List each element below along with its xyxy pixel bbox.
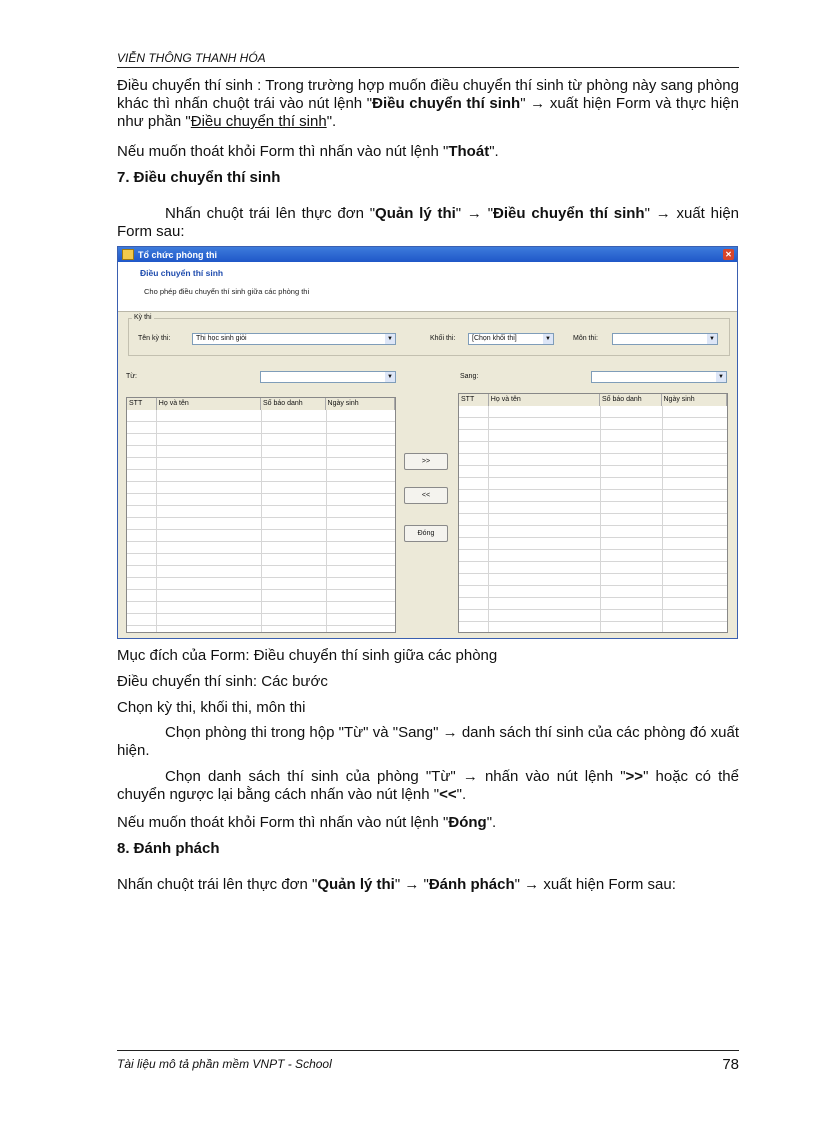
grade-label: Khối thi:	[430, 335, 456, 342]
bold-text: <<	[439, 786, 457, 803]
chevron-down-icon: ▼	[385, 372, 395, 382]
exam-name-label: Tên kỳ thi:	[138, 335, 171, 342]
subject-select[interactable]	[612, 333, 718, 345]
to-label: Sang:	[460, 373, 479, 380]
form-banner	[118, 262, 737, 312]
page-header: VIỄN THÔNG THANH HÓA	[117, 51, 739, 68]
form-title: Tổ chức phòng thi	[138, 249, 218, 260]
bold-text: Quản lý thi	[317, 876, 395, 893]
grade-select[interactable]	[468, 333, 554, 345]
text: " → xuất hiện Form sau:	[117, 205, 739, 240]
banner-subtitle: Cho phép điều chuyển thí sinh giữa các phòng thi	[144, 287, 310, 296]
column-divider	[156, 410, 157, 632]
form-screenshot	[117, 246, 738, 639]
column-divider	[261, 410, 262, 632]
text: ".	[326, 113, 337, 130]
exam-name-value: Thi học sinh giỏi	[196, 335, 247, 342]
text: Nhấn chuột trái lên thực đơn "	[117, 876, 318, 893]
intro-paragraph-2	[117, 143, 739, 161]
chevron-down-icon: ▼	[543, 334, 553, 344]
close-icon[interactable]: ✕	[723, 249, 734, 260]
from-students-table[interactable]	[126, 397, 396, 633]
column-header: Số báo danh	[261, 398, 326, 410]
page-footer	[117, 1050, 739, 1071]
text: " → xuất hiện Form sau:	[514, 876, 676, 893]
column-divider	[662, 406, 663, 632]
exit-instruction	[117, 814, 739, 832]
app-icon	[122, 249, 134, 260]
chevron-down-icon: ▼	[385, 334, 395, 344]
step-1-line: Chọn kỳ thi, khối thi, môn thi	[117, 699, 306, 716]
banner-title: Điều chuyển thí sinh	[140, 268, 224, 278]
chevron-down-icon: ▼	[707, 334, 717, 344]
text: Nếu muốn thoát khỏi Form thì nhấn vào nút lệnh "	[117, 814, 449, 831]
form-purpose-line: Mục đích của Form: Điều chuyển thí sinh giữa các phòng	[117, 647, 498, 664]
table-rows	[459, 406, 727, 632]
to-room-select[interactable]	[591, 371, 727, 383]
footer-text: Tài liệu mô tả phần mềm VNPT - School	[117, 1057, 332, 1071]
to-students-table[interactable]	[458, 393, 728, 633]
text: Chọn danh sách thí sinh của phòng "Từ" → nhấn vào nút lệnh "	[165, 768, 626, 785]
section-link[interactable]: Điều chuyển thí sinh	[190, 113, 327, 130]
form-titlebar	[118, 247, 737, 262]
column-header: Số báo danh	[600, 394, 662, 406]
column-header: STT	[459, 394, 489, 406]
text: ".	[456, 786, 467, 803]
page-number: 78	[722, 1056, 739, 1073]
text: " → xuất hiện Form và thực hiện như phần "	[117, 95, 739, 130]
column-header: Họ và tên	[489, 394, 600, 406]
column-header: Ngày sinh	[326, 398, 395, 410]
bold-text: Điều chuyển thí sinh	[493, 205, 645, 222]
column-divider	[600, 406, 601, 632]
step-3-paragraph	[117, 768, 739, 804]
grade-value: [Chọn khối thi]	[472, 335, 517, 342]
close-button[interactable]: Đóng	[404, 525, 448, 542]
text: ".	[489, 143, 499, 160]
column-header: Họ và tên	[157, 398, 261, 410]
chevron-down-icon: ▼	[716, 372, 726, 382]
exam-name-select[interactable]	[192, 333, 396, 345]
bold-text: Điều chuyển thí sinh	[372, 95, 521, 112]
bold-text: Đánh phách	[428, 876, 515, 893]
column-header: Ngày sinh	[662, 394, 728, 406]
step-2-paragraph: Chọn phòng thi trong hộp "Từ" và "Sang" → danh sách thí sinh của các phòng đó xuất hiện.	[117, 724, 739, 759]
column-header: STT	[127, 398, 157, 410]
table-rows	[127, 410, 395, 632]
section-7-heading: 7. Điều chuyển thí sinh	[117, 169, 281, 186]
column-divider	[488, 406, 489, 632]
section-8-heading: 8. Đánh phách	[117, 840, 220, 857]
subject-label: Môn thi:	[573, 335, 598, 342]
steps-title-line: Điều chuyển thí sinh: Các bước	[117, 673, 328, 690]
column-divider	[326, 410, 327, 632]
bold-text: Quản lý thi	[375, 205, 456, 222]
text: " → "	[394, 876, 429, 893]
text: " hoặc có thể chuyển ngược lại bằng cách nhấn vào nút lệnh "	[117, 768, 739, 803]
text: Điều chuyển thí sinh : Trong trường hợp muốn điều chuyển thí sinh từ phòng này sang phòng khác thì nhấn chuột trái vào nút lệnh "	[117, 77, 739, 112]
move-back-button[interactable]: <<	[404, 487, 448, 504]
from-room-select[interactable]	[260, 371, 396, 383]
bold-text: >>	[625, 768, 644, 785]
text: Nếu muốn thoát khỏi Form thì nhấn vào nút lệnh "	[117, 143, 449, 160]
intro-paragraph-1	[117, 77, 739, 131]
text: " → "	[455, 205, 494, 222]
bold-text: Thoát	[448, 143, 490, 160]
from-label: Từ:	[126, 373, 137, 380]
text: ".	[486, 814, 497, 831]
exam-group-label: Kỳ thi	[134, 314, 152, 321]
text: Nhấn chuột trái lên thực đơn "	[165, 205, 376, 222]
section-8-paragraph	[117, 876, 739, 894]
section-7-paragraph	[117, 205, 739, 241]
move-forward-button[interactable]: >>	[404, 453, 448, 470]
bold-text: Đóng	[448, 814, 487, 831]
